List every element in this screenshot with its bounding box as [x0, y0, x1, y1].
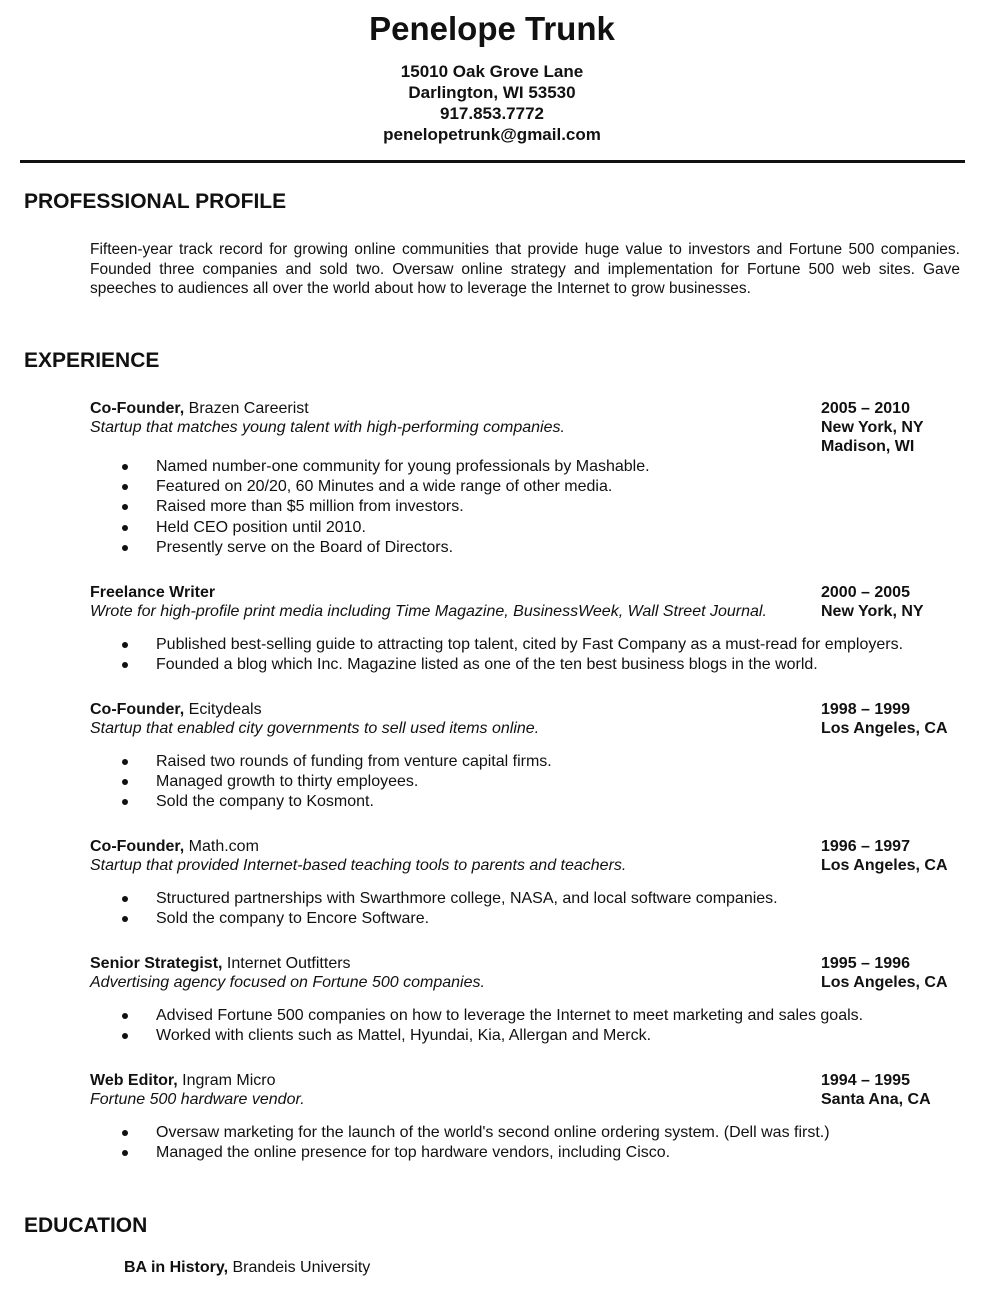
bullet-icon: [122, 799, 128, 805]
list-item: Held CEO position until 2010.: [90, 518, 960, 538]
job-subheader: [90, 1090, 960, 1110]
list-item: Managed the online presence for top hardware vendors, including Cisco.: [90, 1143, 960, 1163]
job-location-row: [90, 437, 960, 457]
job-role: Co-Founder,: [90, 701, 185, 718]
education-school: Brandeis University: [228, 1259, 371, 1276]
job-header: [90, 399, 960, 419]
job-header: [90, 1071, 960, 1091]
job-bullet-list: [90, 889, 960, 929]
phone-number: 917.853.7772: [440, 104, 544, 123]
bullet-icon: [122, 464, 128, 470]
job-bullet-list: [90, 752, 960, 813]
bullet-icon: [122, 1150, 128, 1156]
list-item: Presently serve on the Board of Directors.: [90, 538, 960, 558]
bullet-icon: [122, 1130, 128, 1136]
profile-heading: PROFESSIONAL PROFILE: [24, 190, 287, 213]
job-dates: 2000 – 2005: [821, 584, 910, 601]
job-subheader: [90, 602, 960, 622]
list-item: Featured on 20/20, 60 Minutes and a wide range of other media.: [90, 477, 960, 497]
job-dates: 2005 – 2010: [821, 400, 910, 417]
job-location-secondary: Madison, WI: [821, 438, 915, 455]
job-bullet-list: [90, 635, 960, 675]
job-company: Ecitydeals: [184, 701, 262, 718]
job-role: Web Editor,: [90, 1072, 178, 1089]
job-bullet-list: [90, 1123, 960, 1163]
job-subheader: [90, 418, 960, 438]
education-heading: EDUCATION: [24, 1214, 148, 1237]
job-company: Ingram Micro: [177, 1072, 276, 1089]
list-item: Named number-one community for young professionals by Mashable.: [90, 457, 960, 477]
list-item: Published best-selling guide to attracting top talent, cited by Fast Company as a must-read for employers.: [90, 635, 960, 655]
job-description: Wrote for high-profile print media including Time Magazine, BusinessWeek, Wall Street Journal.: [90, 603, 767, 620]
list-item: Structured partnerships with Swarthmore college, NASA, and local software companies.: [90, 889, 960, 909]
bullet-icon: [122, 545, 128, 551]
job-role: Freelance Writer: [90, 584, 216, 601]
job-location: New York, NY: [821, 419, 924, 436]
job-header: [90, 837, 960, 857]
list-item: Worked with clients such as Mattel, Hyundai, Kia, Allergan and Merck.: [90, 1026, 960, 1046]
email-address: penelopetrunk@gmail.com: [383, 125, 601, 144]
job-location: Los Angeles, CA: [821, 857, 948, 874]
bullet-icon: [122, 484, 128, 490]
list-item: Sold the company to Kosmont.: [90, 792, 960, 812]
bullet-icon: [122, 896, 128, 902]
job-role: Co-Founder,: [90, 838, 185, 855]
job-role: Senior Strategist,: [90, 955, 223, 972]
list-item: Managed growth to thirty employees.: [90, 772, 960, 792]
bullet-icon: [122, 916, 128, 922]
job-bullet-list: [90, 457, 960, 558]
list-item: Oversaw marketing for the launch of the world's second online ordering system. (Dell was first.): [90, 1123, 960, 1143]
job-location: Los Angeles, CA: [821, 720, 948, 737]
job-description: Startup that matches young talent with high-performing companies.: [90, 419, 565, 436]
address-line-2: Darlington, WI 53530: [408, 83, 576, 102]
bullet-icon: [122, 504, 128, 510]
bullet-icon: [122, 1013, 128, 1019]
job-header: [90, 700, 960, 720]
header-divider: [20, 160, 965, 163]
job-location: Santa Ana, CA: [821, 1091, 931, 1108]
bullet-icon: [122, 759, 128, 765]
job-header: [90, 583, 960, 603]
job-subheader: [90, 973, 960, 993]
job-company: Brazen Careerist: [184, 400, 309, 417]
job-location: Los Angeles, CA: [821, 974, 948, 991]
list-item: Raised two rounds of funding from venture capital firms.: [90, 752, 960, 772]
bullet-icon: [122, 525, 128, 531]
job-role: Co-Founder,: [90, 400, 185, 417]
job-subheader: [90, 719, 960, 739]
job-company: Math.com: [184, 838, 259, 855]
job-header: [90, 954, 960, 974]
address-line-1: 15010 Oak Grove Lane: [400, 62, 584, 81]
list-item: Raised more than $5 million from investors.: [90, 497, 960, 517]
job-company: Internet Outfitters: [222, 955, 351, 972]
job-description: Fortune 500 hardware vendor.: [90, 1091, 305, 1108]
job-description: Advertising agency focused on Fortune 500 companies.: [90, 974, 485, 991]
job-bullet-list: [90, 1006, 960, 1046]
job-dates: 1996 – 1997: [821, 838, 910, 855]
contact-block: [0, 61, 984, 145]
job-dates: 1995 – 1996: [821, 955, 910, 972]
resume-name: Penelope Trunk: [369, 10, 615, 47]
job-subheader: [90, 856, 960, 876]
bullet-icon: [122, 779, 128, 785]
job-dates: 1998 – 1999: [821, 701, 910, 718]
bullet-icon: [122, 642, 128, 648]
list-item: Founded a blog which Inc. Magazine listed as one of the ten best business blogs in the world.: [90, 655, 960, 675]
education-entry: [124, 1258, 370, 1278]
job-location: New York, NY: [821, 603, 924, 620]
job-description: Startup that enabled city governments to sell used items online.: [90, 720, 540, 737]
bullet-icon: [122, 662, 128, 668]
list-item: Advised Fortune 500 companies on how to leverage the Internet to meet marketing and sales goals.: [90, 1006, 960, 1026]
job-dates: 1994 – 1995: [821, 1072, 910, 1089]
job-description: Startup that provided Internet-based teaching tools to parents and teachers.: [90, 857, 627, 874]
profile-summary: Fifteen-year track record for growing online communities that provide huge value to investors and Fortune 500 companies. Founded three companies and sold two. Oversaw online strategy and implementation for Fortune 500 web sites. Gave speeches to audiences all over the world about how to leverage the Internet to grow businesses.: [90, 241, 960, 297]
list-item: Sold the company to Encore Software.: [90, 909, 960, 929]
education-degree: BA in History,: [124, 1259, 229, 1276]
bullet-icon: [122, 1033, 128, 1039]
experience-heading: EXPERIENCE: [24, 349, 160, 372]
